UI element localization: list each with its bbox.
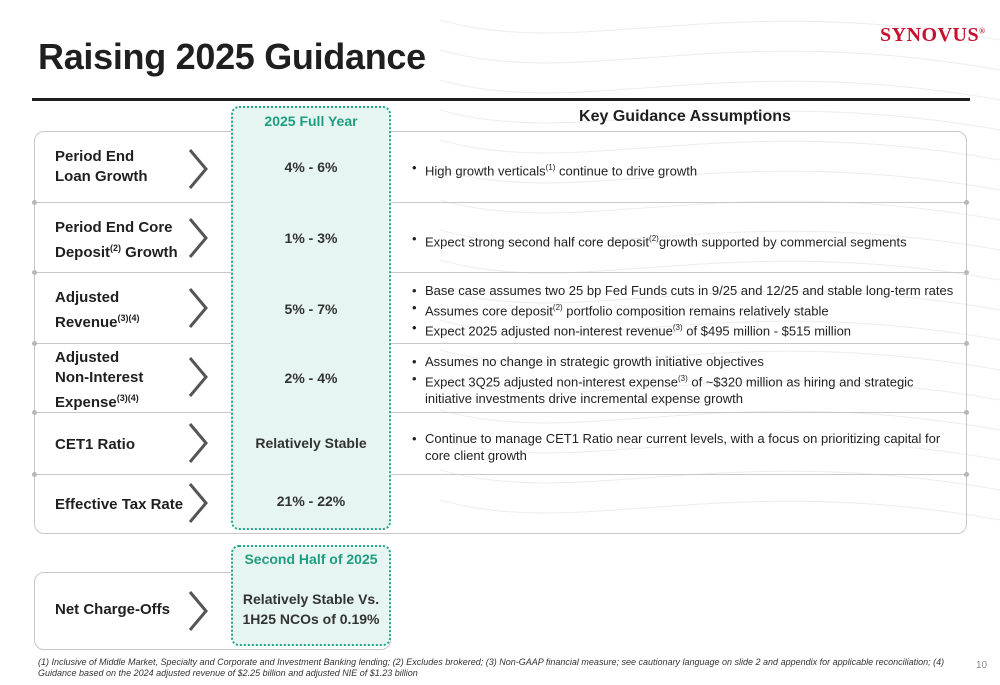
metric-adjusted-revenue: Adjusted Revenue$^{(3)(4)}$ [55, 289, 140, 331]
list-item: • Base case assumes two 25 bp Fed Funds cuts in 9/25 and 12/25 and stable long-term rates [412, 282, 957, 299]
row-divider [34, 272, 967, 273]
assumptions-loan-growth [412, 159, 952, 179]
row-divider-dot [32, 410, 37, 415]
page-title: Raising 2025 Guidance [38, 36, 426, 77]
row-divider-dot [964, 200, 969, 205]
row-divider [34, 412, 967, 413]
metric-core-deposit-growth: Period End Core Deposit$^{(2)}$ Growth [55, 219, 178, 261]
chevron-right-icon [185, 147, 211, 191]
assumptions-cet1 [412, 430, 942, 464]
row-divider-dot [964, 410, 969, 415]
metric-cet1-ratio: CET1 Ratio [55, 436, 136, 453]
row-divider [34, 202, 967, 203]
list-item: • Expect 2025 adjusted non-interest revenue$^{(3)}$ of $495 million - $515 million [412, 319, 957, 339]
row-divider [34, 474, 967, 475]
value-net-charge-offs: Relatively Stable Vs. 1H25 NCOs of 0.19% [242, 591, 380, 627]
value-loan-growth: 4% - 6% [284, 159, 338, 175]
full-year-header: 2025 Full Year [264, 113, 358, 129]
page-number: 10 [976, 660, 988, 671]
synovus-logo: SYNOVUS® [880, 24, 986, 46]
chevron-right-icon [185, 286, 211, 330]
list-item: • Assumes core deposit$^{(2)}$ portfolio composition remains relatively stable [412, 299, 957, 319]
row-divider-dot [32, 200, 37, 205]
metric-net-charge-offs: Net Charge-Offs [55, 601, 171, 618]
row-divider-dot [32, 341, 37, 346]
chevron-right-icon [185, 216, 211, 260]
metric-adjusted-nie: Adjusted Non-Interest Expense$^{(3)(4)}$ [55, 349, 144, 411]
list-item: • Assumes no change in strategic growth initiative objectives [412, 353, 932, 370]
value-effective-tax-rate: 21% - 22% [276, 493, 346, 509]
assumptions-adjusted-revenue [412, 282, 957, 340]
list-item: • Expect strong second half core deposit$^{(2)}$growth supported by commercial segments [412, 230, 952, 250]
row-divider [34, 343, 967, 344]
list-item: • Continue to manage CET1 Ratio near current levels, with a focus on prioritizing capital for core client growth [412, 430, 942, 464]
assumptions-core-deposit [412, 230, 952, 250]
second-half-header: Second Half of 2025 [244, 551, 378, 567]
chevron-right-icon [185, 481, 211, 525]
chevron-right-icon [185, 355, 211, 399]
footnote: (1) Inclusive of Middle Market, Specialty and Corporate and Investment Banking lending; (2) Excludes brokered; (3) Non-GAAP financial measure; see cautionary language on slide 2 and appendix for applicable reconciliation; (4) Guidance based on the 2024 adjusted revenue of $2.25 billion and adjusted NIE of $1.23 billion [38, 657, 945, 678]
metric-loan-growth: Period End Loan Growth [55, 148, 148, 185]
row-divider-dot [964, 270, 969, 275]
list-item: • Expect 3Q25 adjusted non-interest expense$^{(3)}$ of ~$320 million as hiring and strategic initiative investments drive incremental expense growth [412, 370, 932, 407]
assumptions-header: Key Guidance Assumptions [579, 108, 791, 125]
value-cet1-ratio: Relatively Stable [255, 435, 367, 451]
chevron-right-icon [185, 421, 211, 465]
row-divider-dot [32, 270, 37, 275]
value-core-deposit-growth: 1% - 3% [284, 230, 338, 246]
metric-effective-tax-rate: Effective Tax Rate [55, 496, 184, 513]
row-divider-dot [32, 472, 37, 477]
assumptions-adjusted-nie [412, 353, 932, 407]
chevron-right-icon [185, 589, 211, 633]
list-item: • High growth verticals$^{(1)}$ continue to drive growth [412, 159, 952, 179]
value-adjusted-revenue: 5% - 7% [284, 301, 338, 317]
row-divider-dot [964, 472, 969, 477]
value-adjusted-nie: 2% - 4% [284, 370, 338, 386]
title-divider [32, 98, 970, 101]
row-divider-dot [964, 341, 969, 346]
